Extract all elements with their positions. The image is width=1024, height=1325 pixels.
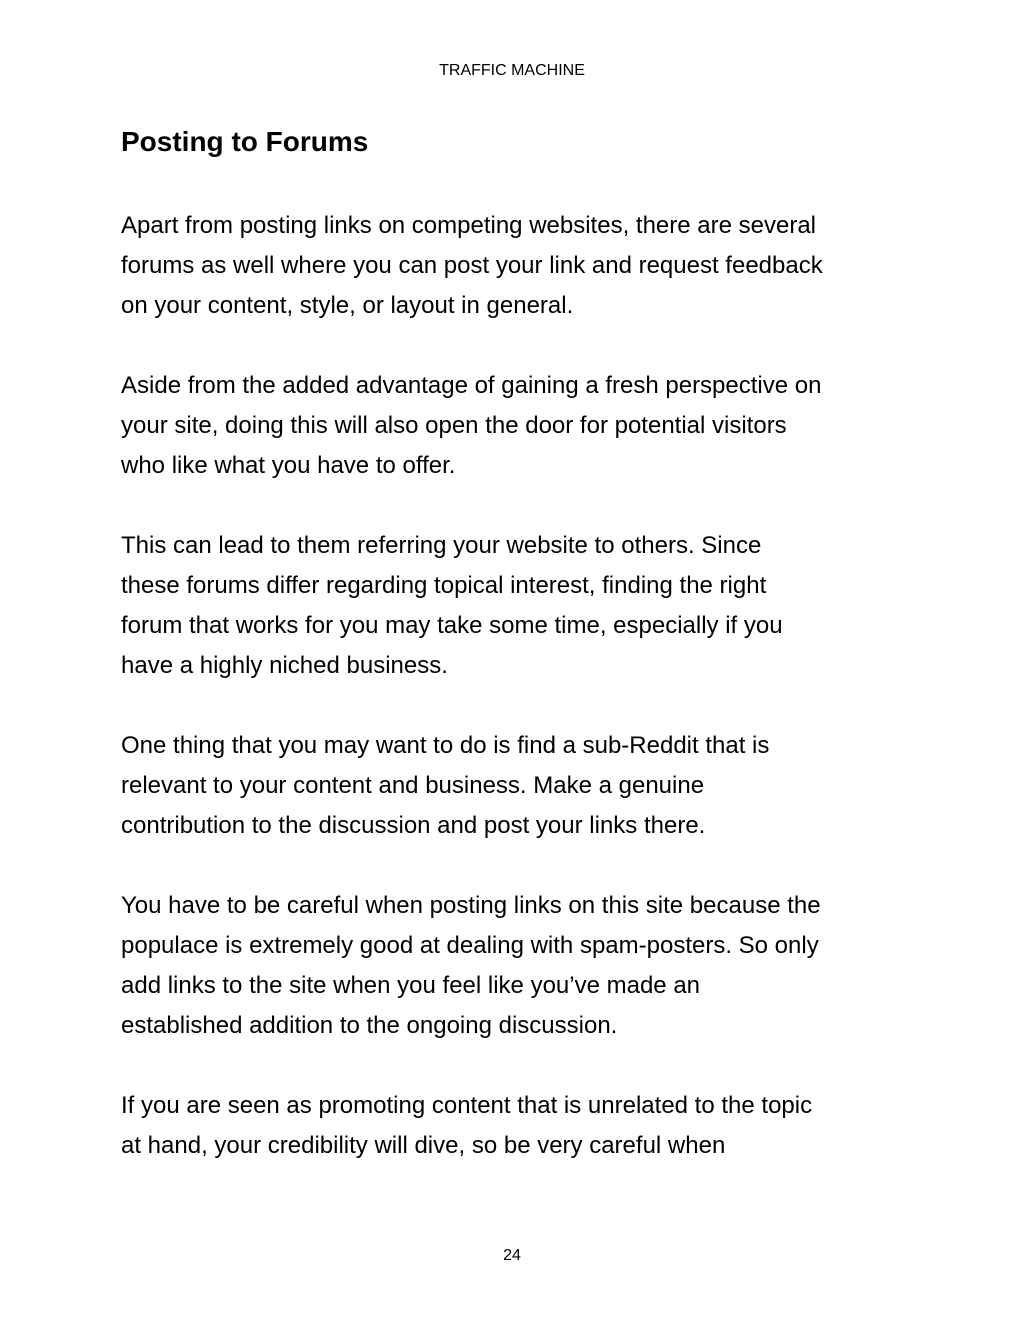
body-text: [121, 206, 911, 1166]
paragraph-1: Apart from posting links on competing websites, there are several forums as well where you can post your link and request feedback on your content, style, or layout in general.: [121, 212, 823, 319]
paragraph-3: This can lead to them referring your website to others. Since these forums differ regarding topical interest, finding the right forum that works for you may take some time, especially if you have a highly niched business.: [121, 532, 783, 679]
page-content: [121, 122, 911, 1166]
page-number: 24: [503, 1247, 521, 1264]
paragraph-4: One thing that you may want to do is find a sub-Reddit that is relevant to your content and business. Make a genuine contribution to the discussion and post your links there.: [121, 732, 770, 839]
paragraph-5: You have to be careful when posting links on this site because the populace is extremely good at dealing with spam-posters. So only add links to the site when you feel like you’ve made an established addition to the ongoing discussion.: [121, 892, 821, 1039]
paragraph-6: If you are seen as promoting content that is unrelated to the topic at hand, your credibility will dive, so be very careful when: [121, 1092, 813, 1159]
paragraph-2: Aside from the added advantage of gaining a fresh perspective on your site, doing this will also open the door for potential visitors who like what you have to offer.: [121, 372, 822, 479]
running-header: TRAFFIC MACHINE: [439, 62, 585, 79]
section-title: Posting to Forums: [121, 126, 369, 157]
